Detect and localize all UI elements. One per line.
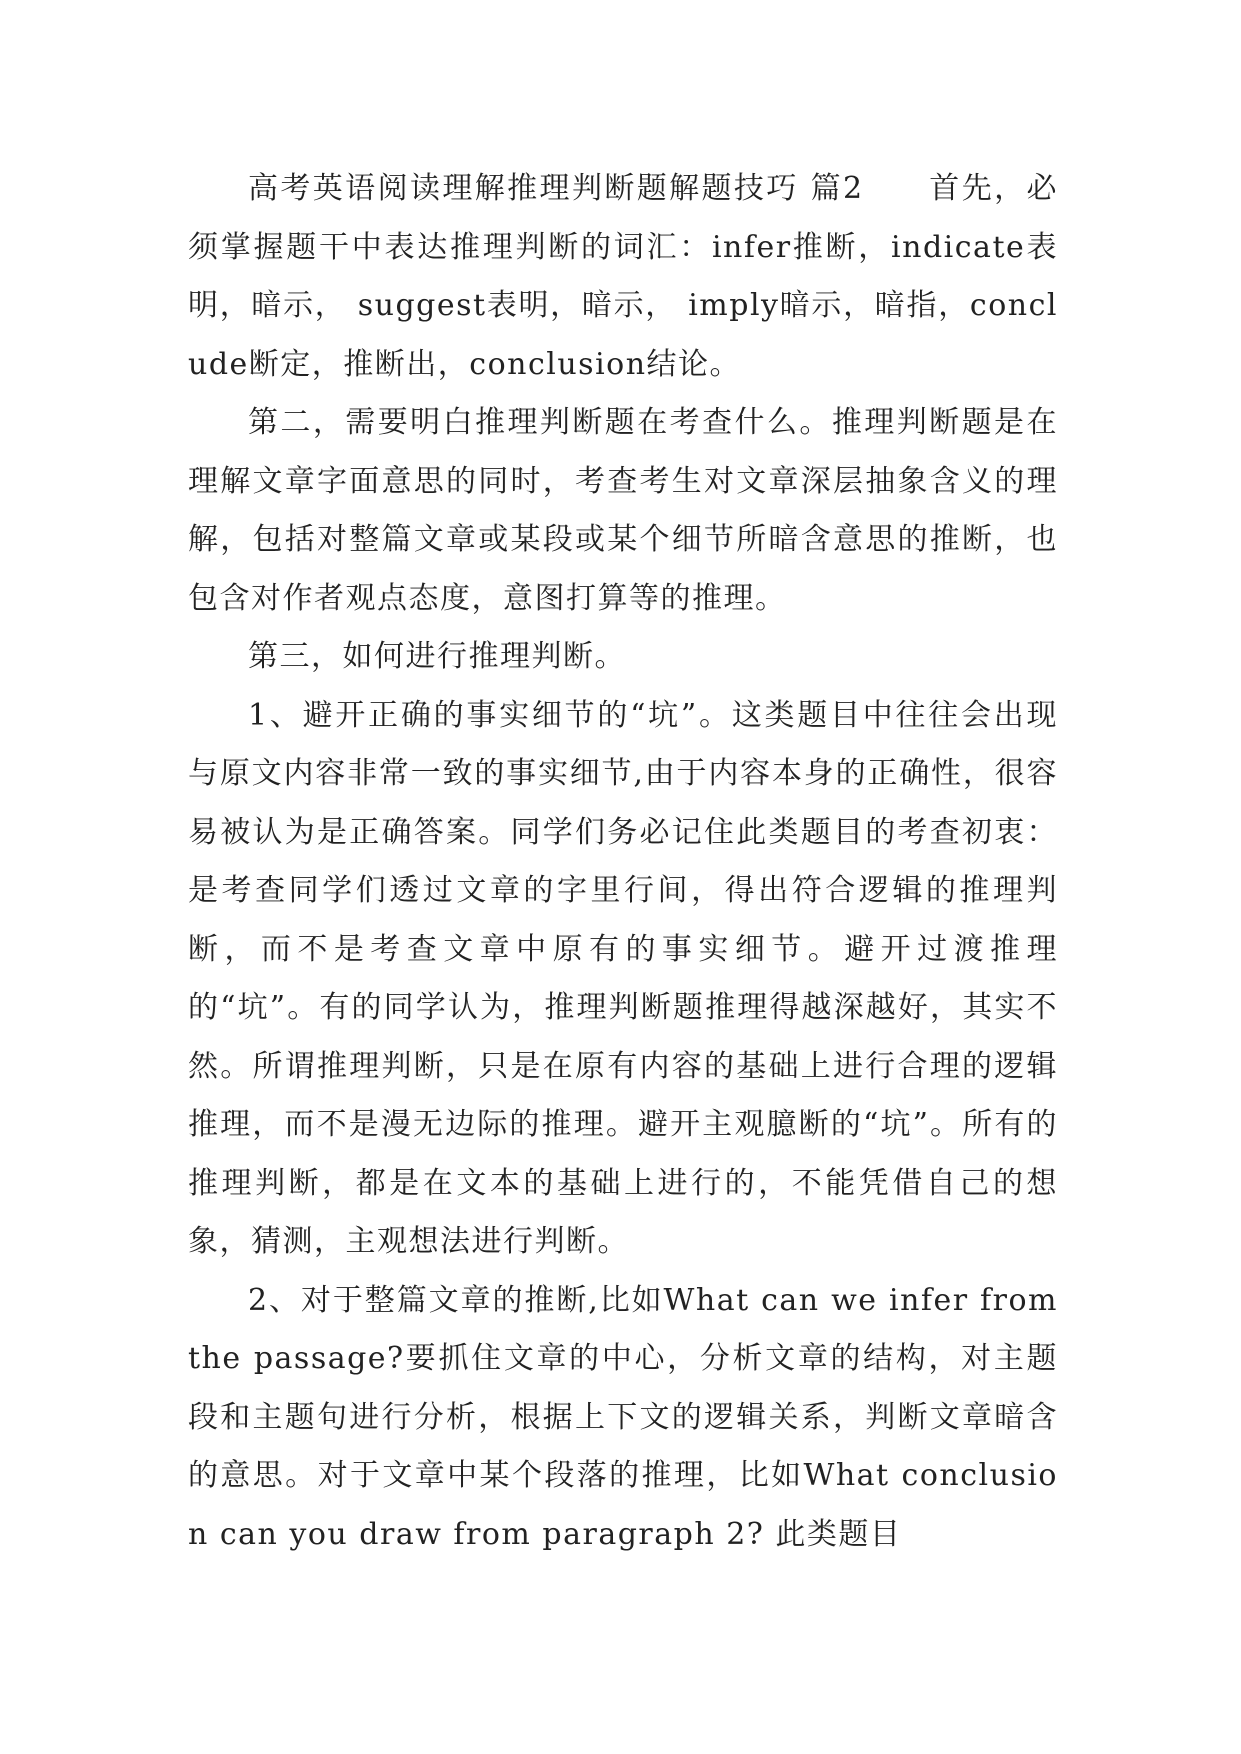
paragraph-intro: 高考英语阅读理解推理判断题解题技巧 篇2 首先，必须掌握题干中表达推理判断的词汇：infer推断，indicate表明，暗示， suggest表明，暗示， imply暗示，暗指，conclude断定，推断出，conclusion结论。: [188, 171, 1058, 382]
paragraph-point-2: 2、对于整篇文章的推断,比如What can we infer from the passage?要抓住文章的中心，分析文章的结构，对主题段和主题句进行分析，根据上下文的逻辑关系，判断文章暗含的意思。对于文章中某个段落的推理，比如What conclusion can you draw from paragraph 2? 此类题目: [188, 1282, 1058, 1552]
paragraph-second: 第二，需要明白推理判断题在考查什么。推理判断题是在理解文章字面意思的同时，考查考生对文章深层抽象含义的理解，包括对整篇文章或某段或某个细节所暗含意思的推断，也包含对作者观点态度，意图打算等的推理。: [188, 405, 1058, 616]
document-body: [188, 160, 1058, 1564]
paragraph-third: 第三，如何进行推理判断。: [248, 639, 626, 674]
paragraph-point-1: 1、避开正确的事实细节的“坑”。这类题目中往往会出现与原文内容非常一致的事实细节,由于内容本身的正确性，很容易被认为是正确答案。同学们务必记住此类题目的考查初衷：是考查同学们透过文章的字里行间，得出符合逻辑的推理判断，而不是考查文章中原有的事实细节。避开过渡推理的“坑”。有的同学认为，推理判断题推理得越深越好，其实不然。所谓推理判断，只是在原有内容的基础上进行合理的逻辑推理，而不是漫无边际的推理。避开主观臆断的“坑”。所有的推理判断，都是在文本的基础上进行的，不能凭借自己的想象，猜测，主观想法进行判断。: [188, 697, 1058, 1259]
